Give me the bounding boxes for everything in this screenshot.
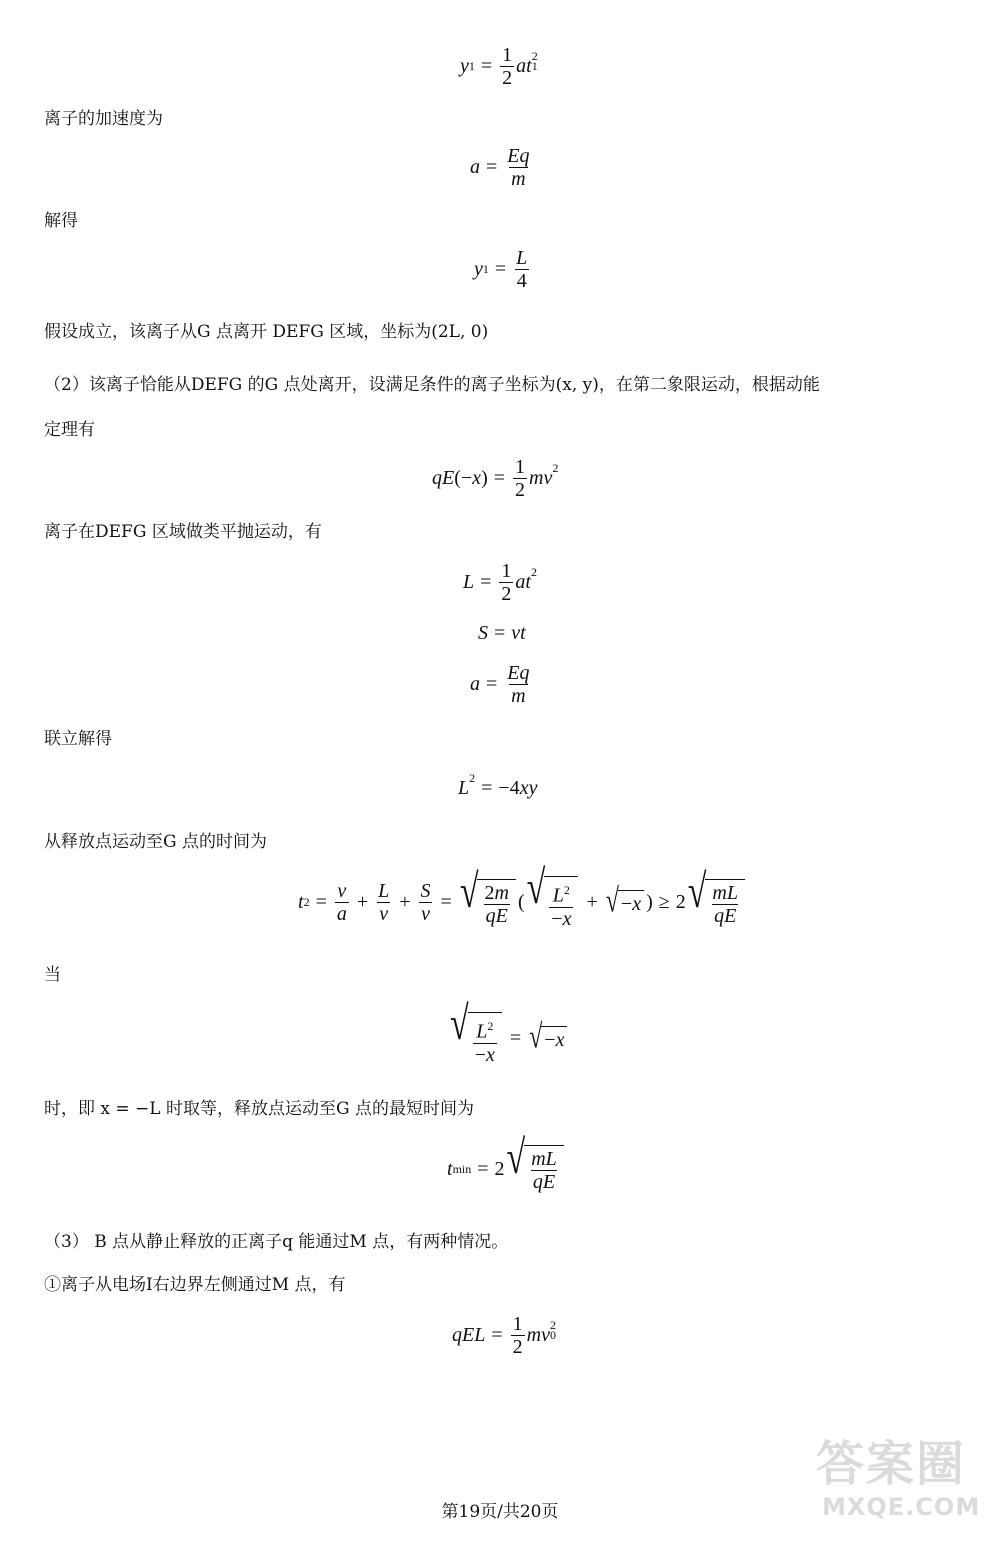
text-line: 当 — [44, 965, 61, 985]
equation-S: S = vt — [478, 622, 526, 644]
equation-t2: t 2 = $\frac{v}{a}$ + $\frac{L}{v}$ + $\frac{S}{v}$ = √ $\frac{2m}{qE}$ ( √ $\frac{L^2}{-x}$ + √ − x ) ≥ 2 √ $\frac{mL}{qE}$ — [298, 876, 747, 930]
text-line: 时，即 x = −L 时取等，释放点运动至G 点的最短时间为 — [44, 1099, 474, 1119]
equation-L-squared: L $^2$ = −4 xy — [458, 771, 538, 799]
text-line: ①离子从电场Ⅰ右边界左侧通过M 点，有 — [44, 1275, 346, 1295]
watermark-text: 答案圈 — [816, 1436, 967, 1492]
equation-y1: y 1 = $\frac{1}{2}$ at 1 $^2$ — [460, 44, 538, 89]
equation-acceleration: a = $\frac{Eq}{m}$ — [470, 145, 530, 190]
equation-y1-result: y 1 = $\frac{L}{4}$ — [474, 247, 528, 292]
text-line: 离子在DEFG 区域做类平抛运动，有 — [44, 522, 322, 542]
equation-acceleration-2: a = $\frac{Eq}{m}$ — [470, 662, 530, 707]
equation-L: L = $\frac{1}{2}$ at $^2$ — [463, 560, 537, 605]
text-line: 联立解得 — [44, 729, 112, 749]
text-line: 解得 — [44, 211, 78, 231]
equation-energy: qE (− x ) = $\frac{1}{2}$ mv $^2$ — [432, 456, 559, 501]
text-line: （3） B 点从静止释放的正离子q 能通过M 点，有两种情况。 — [44, 1232, 509, 1252]
equation-condition: √ $\frac{L^2}{-x}$ = √ − x — [448, 1012, 569, 1066]
text-line: 从释放点运动至G 点的时间为 — [44, 832, 267, 852]
watermark-url: MXQE.COM — [822, 1493, 981, 1521]
page-footer: 第19页/共20页 — [441, 1502, 559, 1522]
equation-qEL: qEL = $\frac{1}{2}$ mv 0 $^2$ — [452, 1313, 556, 1358]
text-line: （2）该离子恰能从DEFG 的G 点处离开，设满足条件的离子坐标为(x, y)，在第二象限运动，根据动能 — [44, 375, 820, 395]
text-line: 假设成立，该离子从G 点离开 DEFG 区域，坐标为(2L, 0) — [44, 322, 489, 342]
text-line: 定理有 — [44, 420, 95, 440]
equation-tmin: t min = 2 √ $\frac{mL}{qE}$ — [447, 1145, 566, 1193]
watermark-logo — [808, 1425, 993, 1530]
text-line: 离子的加速度为 — [44, 109, 163, 129]
